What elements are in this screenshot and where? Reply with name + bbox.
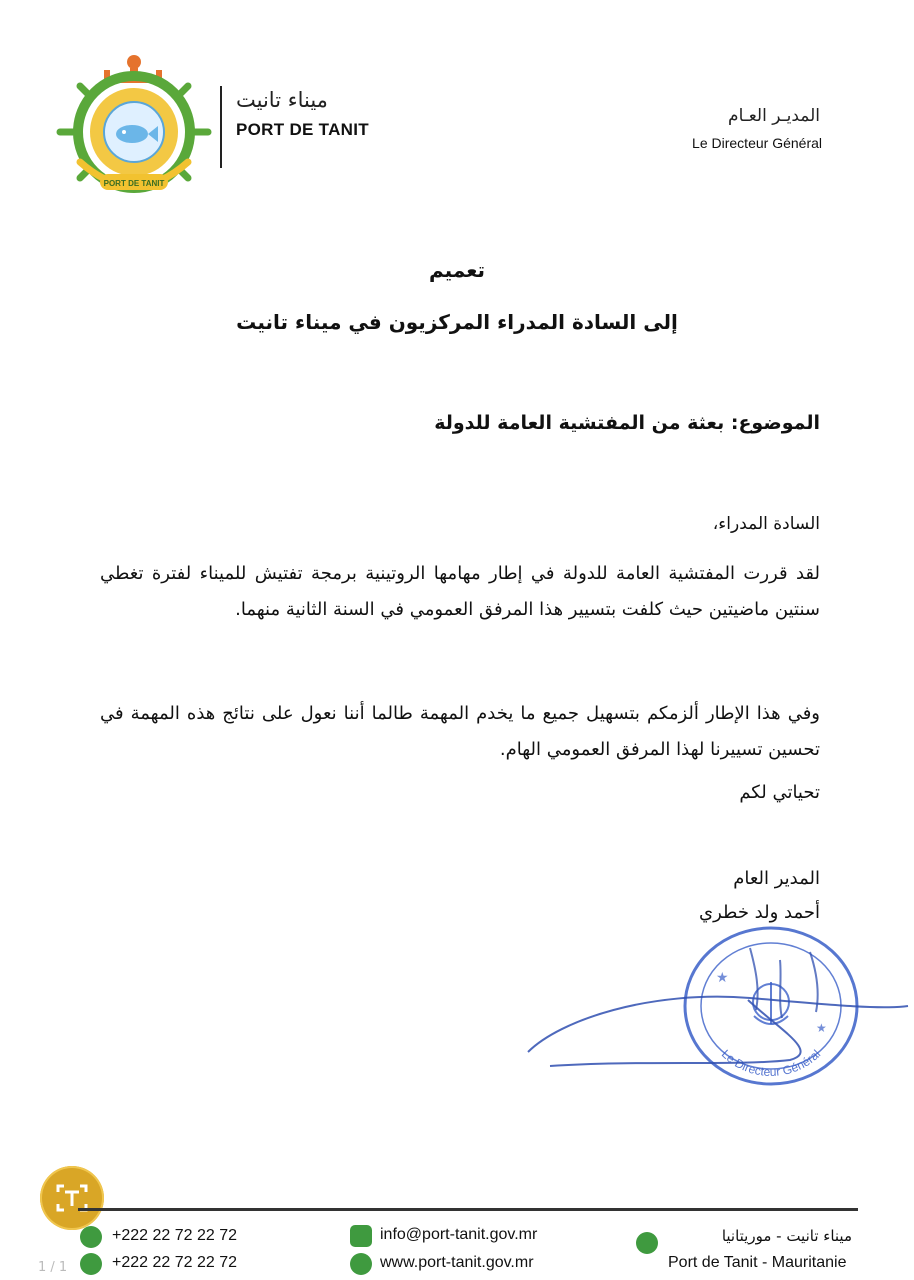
footer-address-french: Port de Tanit - Mauritanie bbox=[668, 1254, 847, 1271]
signatory-title: المدير العام bbox=[733, 868, 820, 889]
letter-recipients: إلى السادة المدراء المركزيون في ميناء تانيت bbox=[236, 310, 678, 334]
page-indicator: 1 / 1 bbox=[38, 1260, 68, 1275]
director-general-arabic: المديـر العـام bbox=[728, 106, 820, 126]
scanner-app-button[interactable] bbox=[40, 1166, 104, 1230]
globe-icon bbox=[350, 1253, 372, 1275]
logo-text: PORT DE TANIT bbox=[103, 179, 165, 188]
footer-whatsapp: +222 22 72 22 72 bbox=[112, 1254, 238, 1271]
letter-paragraph-1: لقد قررت المفتشية العامة للدولة في إطار مهامها الروتينية برمجة تفتيش للميناء لفترة تغطي سنتين ماضيتين حيث كلفت بتسيير هذا المرفق العمومي في السنة الثانية منهما. bbox=[100, 563, 820, 620]
phone-icon bbox=[80, 1226, 102, 1248]
signatory-name: أحمد ولد خطري bbox=[699, 902, 820, 923]
brand-name-french: PORT DE TANIT bbox=[236, 120, 369, 139]
location-pin-icon bbox=[636, 1232, 658, 1254]
footer-phone: +222 22 72 22 72 bbox=[112, 1227, 238, 1244]
footer-email: info@port-tanit.gov.mr bbox=[380, 1226, 538, 1243]
footer-address-arabic: ميناء تانيت - موريتانيا bbox=[721, 1227, 852, 1245]
letter-title: تعميم bbox=[428, 258, 486, 282]
svg-text:★: ★ bbox=[816, 1021, 827, 1035]
whatsapp-icon bbox=[80, 1253, 102, 1275]
footer-website: www.port-tanit.gov.mr bbox=[380, 1254, 534, 1271]
port-tanit-logo bbox=[56, 50, 212, 206]
handwritten-signature bbox=[520, 940, 910, 1090]
header-divider bbox=[220, 86, 222, 168]
director-general-french: Le Directeur Général bbox=[692, 135, 822, 151]
footer-divider bbox=[78, 1208, 858, 1211]
brand-name-arabic: ميناء تانيت bbox=[236, 88, 328, 112]
email-icon bbox=[350, 1225, 372, 1247]
letter-paragraph-2: وفي هذا الإطار ألزمكم بتسهيل جميع ما يخدم المهمة طالما أننا نعول على نتائج هذه المهمة في تحسين تسييرنا لهذا المرفق العمومي الهام. bbox=[100, 703, 820, 760]
svg-text:★: ★ bbox=[716, 970, 729, 986]
stamp-text: Le Directeur Général bbox=[718, 1046, 824, 1080]
scan-text-icon bbox=[40, 1166, 104, 1230]
letter-salutation: السادة المدراء، bbox=[712, 514, 820, 534]
letter-closing: تحياتي لكم bbox=[739, 782, 820, 803]
letter-subject: الموضوع: بعثة من المفتشية العامة للدولة bbox=[434, 412, 820, 434]
